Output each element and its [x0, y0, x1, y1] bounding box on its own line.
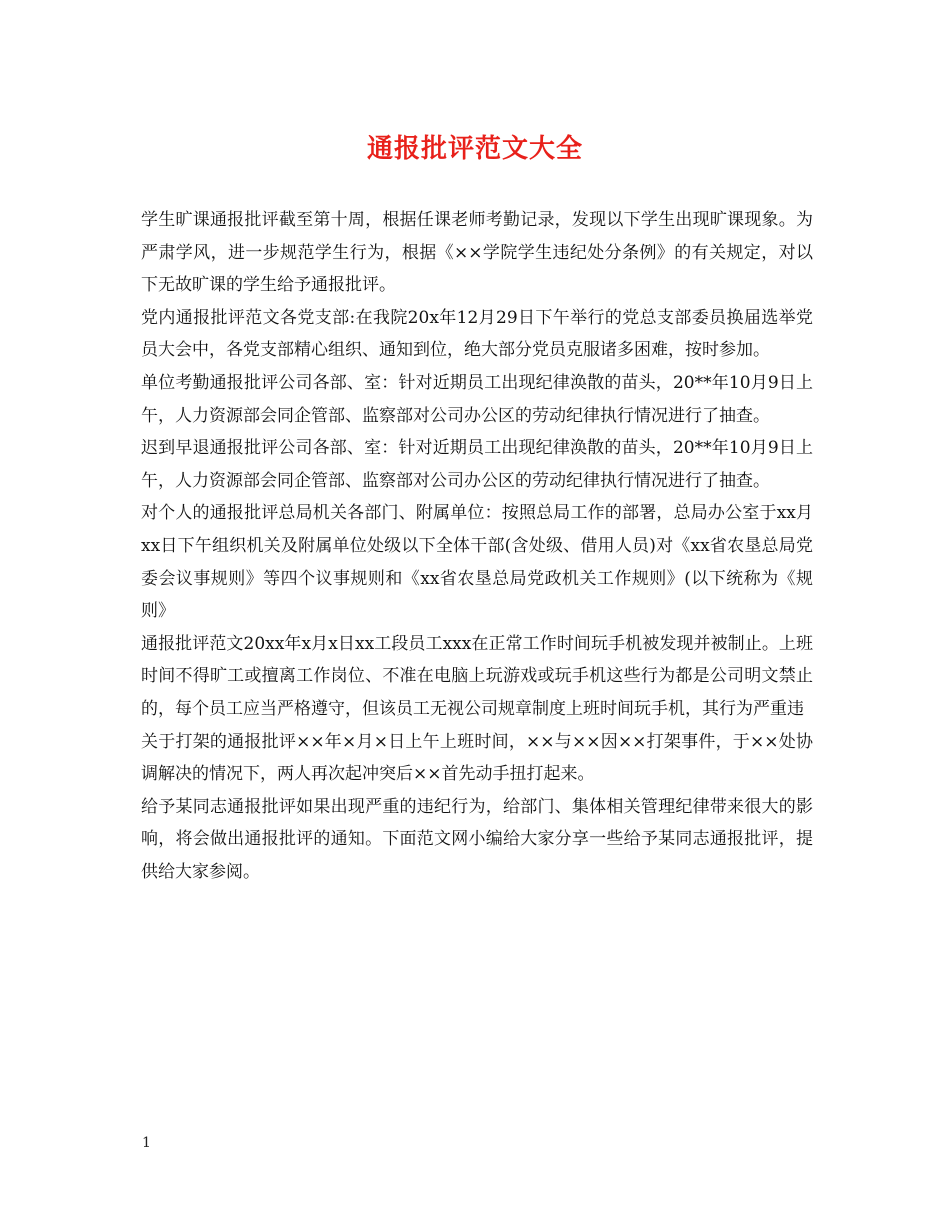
document-body: [141, 204, 813, 888]
page-title: 通报批评范文大全: [366, 134, 583, 164]
paragraph-individual-criticism: 对个人的通报批评总局机关各部门、附属单位：按照总局工作的部署，总局办公室于xx月xx日下午组织机关及附属单位处级以下全体干部(含处级、借用人员)对《xx省农垦总局党委会议事规则》等四个议事规则和《xx省农垦总局党政机关工作规则》(以下统称为《规则》: [141, 503, 813, 622]
paragraph-fighting: 关于打架的通报批评××年×月×日上午上班时间，××与××因××打架事件，于××处协调解决的情况下，两人再次起冲突后××首先动手扭打起来。: [141, 731, 813, 785]
paragraph-attendance: 单位考勤通报批评公司各部、室：针对近期员工出现纪律涣散的苗头，20**年10月9日上午，人力资源部会同企管部、监察部对公司办公区的劳动纪律执行情况进行了抽查。: [141, 372, 813, 426]
paragraph-comrade-criticism: 给予某同志通报批评如果出现严重的违纪行为，给部门、集体相关管理纪律带来很大的影响，将会做出通报批评的通知。下面范文网小编给大家分享一些给予某同志通报批评，提供给大家参阅。: [141, 796, 813, 882]
paragraph-party-criticism: 党内通报批评范文各党支部:在我院20x年12月29日下午举行的党总支部委员换届选举党员大会中，各党支部精心组织、通知到位，绝大部分党员克服诸多困难，按时参加。: [141, 307, 813, 361]
paragraph-late-early-leave: 迟到早退通报批评公司各部、室：针对近期员工出现纪律涣散的苗头，20**年10月9日上午，人力资源部会同企管部、监察部对公司办公区的劳动纪律执行情况进行了抽查。: [141, 438, 813, 491]
paragraph-phone-use: 通报批评范文20xx年x月x日xx工段员工xxx在正常工作时间玩手机被发现并被制止。上班时间不得旷工或擅离工作岗位、不准在电脑上玩游戏或玩手机这些行为都是公司明文禁止的，每个员工应当严格遵守，但该员工无视公司规章制度上班时间玩手机，其行为严重违: [141, 633, 813, 719]
paragraph-student-absence: 学生旷课通报批评截至第十周，根据任课老师考勤记录，发现以下学生出现旷课现象。为严肃学风，进一步规范学生行为，根据《××学院学生违纪处分条例》的有关规定，对以下无故旷课的学生给予通报批评。: [141, 210, 813, 296]
page-number: 1: [142, 1135, 151, 1151]
